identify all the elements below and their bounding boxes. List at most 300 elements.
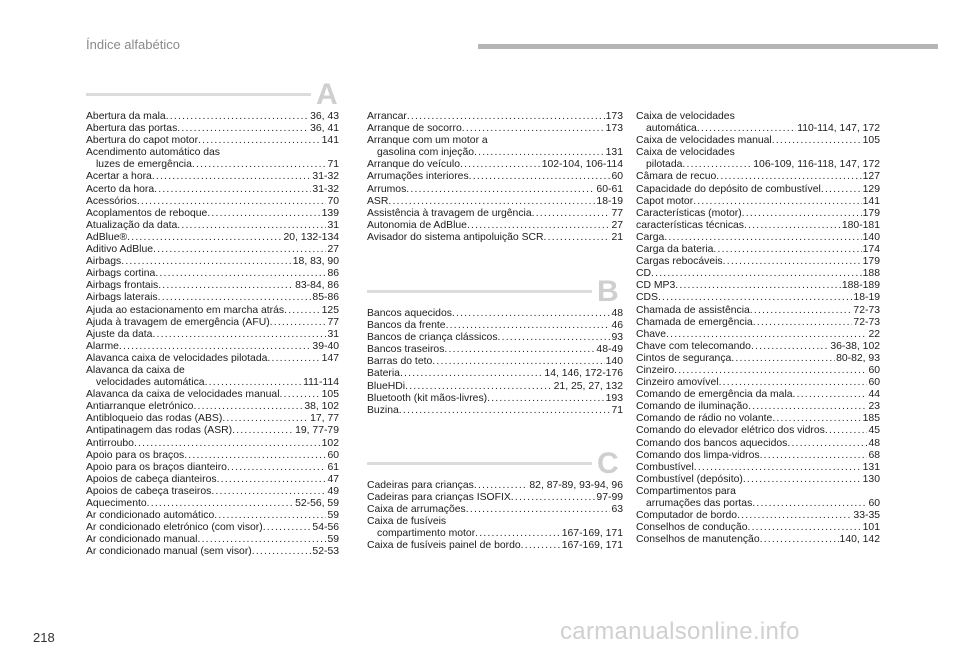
entry-pages: 48 [868, 437, 880, 449]
entry-term: Comando dos bancos aquecidos [636, 437, 788, 449]
index-entry [86, 401, 339, 413]
entry-pages: 31 [327, 219, 339, 231]
entry-pages: 47 [327, 473, 339, 485]
entry-pages: 48 [611, 308, 623, 319]
entry-term: Cadeiras para crianças ISOFIX [367, 492, 511, 504]
entry-term: Arranque de socorro [367, 123, 462, 135]
entry-term: Airbags [86, 256, 122, 268]
entry-term: Bancos traseiros [367, 344, 445, 356]
page-number: 218 [33, 630, 55, 645]
entry-term: Bancos de criança clássicos [367, 332, 498, 344]
section-letter: C [597, 447, 619, 480]
dot-leader [284, 305, 321, 317]
entry-term: Conselhos de manutenção [636, 534, 760, 546]
entry-term: Apoios de cabeça traseiros [86, 485, 212, 497]
index-entry [636, 292, 880, 304]
entry-pages: 125 [321, 304, 339, 316]
entry-term: Antirroubo [86, 437, 134, 449]
entry-term: Antibloqueio das rodas (ABS) [86, 413, 223, 425]
index-entry [367, 232, 623, 244]
entry-term: Acessórios [86, 195, 137, 207]
index-entry [367, 492, 623, 504]
entry-pages: 21, 25, 27, 132 [553, 380, 623, 392]
entry-pages: 140 [605, 356, 623, 368]
index-entry [636, 208, 880, 220]
dot-leader [280, 389, 321, 401]
index-entry [86, 534, 339, 546]
index-entry [367, 208, 623, 220]
entry-pages: 173 [605, 123, 623, 135]
entry-pages: 167-169, 171 [561, 528, 623, 540]
header-rule [478, 44, 938, 49]
entry-pages: 101 [862, 522, 880, 534]
dot-leader [399, 405, 611, 417]
index-entry [636, 171, 880, 183]
dot-leader [193, 401, 303, 413]
dot-leader [697, 123, 796, 135]
entry-pages: 33-35 [853, 510, 880, 522]
dot-leader [731, 353, 835, 365]
dot-leader [753, 317, 853, 329]
dot-leader [719, 377, 868, 389]
index-entry [636, 123, 880, 135]
index-entry [86, 256, 339, 268]
entry-term: Abertura das portas [86, 123, 178, 135]
dot-leader [666, 329, 867, 341]
entry-pages: 179 [862, 256, 880, 268]
index-entry [367, 111, 623, 123]
entry-pages: 36, 41 [310, 123, 339, 135]
entry-term: Chave [636, 328, 667, 340]
index-entry [636, 268, 880, 280]
index-entry [86, 123, 339, 135]
dot-leader [658, 292, 852, 304]
dot-leader [222, 413, 309, 425]
entry-pages: 59 [327, 534, 339, 546]
entry-term: Arrancar [367, 111, 407, 122]
entry-term: Ar condicionado manual [86, 534, 198, 546]
entry-pages: 54-56 [312, 522, 339, 534]
index-entry [367, 480, 623, 492]
entry-pages: 61 [327, 461, 339, 473]
entry-pages: 141 [321, 135, 339, 147]
dot-leader [467, 220, 610, 232]
dot-leader [119, 341, 312, 353]
entry-term: Capacidade do depósito de combustível [636, 183, 821, 195]
entry-term: Aquecimento [86, 498, 147, 509]
entry-pages: 60-61 [596, 183, 623, 195]
index-entry [86, 522, 339, 534]
index-entry [636, 438, 880, 450]
dot-leader [469, 171, 611, 183]
index-entry [86, 486, 339, 498]
entry-term: Arrumos [367, 183, 407, 195]
entry-term: luzes de emergência [96, 159, 192, 171]
entry-pages: 131 [605, 147, 623, 159]
entry-term: Acoplamentos de reboque [86, 207, 208, 219]
index-entry [636, 462, 880, 474]
index-entry [86, 425, 339, 437]
index-entry [636, 353, 880, 365]
entry-term: compartimento motor [377, 528, 476, 540]
entry-term: CD MP3 [636, 280, 676, 292]
index-entry [636, 232, 880, 244]
index-column-2-a [367, 111, 623, 244]
entry-pages: 102-104, 106-114 [541, 159, 623, 171]
entry-term: Alavanca caixa de velocidades pilotada [86, 352, 268, 364]
entry-pages: 71 [327, 159, 339, 171]
entry-pages: 17, 77 [310, 413, 339, 425]
dot-leader [263, 522, 312, 534]
dot-leader [152, 171, 312, 183]
dot-leader [664, 232, 861, 244]
dot-leader [651, 268, 862, 280]
entry-term: características técnicas [636, 219, 744, 231]
dot-leader [511, 492, 596, 504]
dot-leader [793, 389, 868, 401]
index-entry [636, 305, 880, 317]
entry-term: Computador de bordo [636, 510, 738, 522]
entry-term: Cargas rebocáveis [636, 256, 723, 268]
entry-term: gasolina com injeção [377, 147, 475, 159]
index-entry [367, 159, 623, 171]
index-entry [636, 413, 880, 425]
entry-term: Airbags laterais [86, 292, 158, 304]
entry-term: Abertura da mala [86, 111, 166, 122]
entry-pages: 185 [862, 413, 880, 425]
dot-leader [675, 280, 841, 292]
entry-pages: 46 [611, 320, 623, 332]
entry-pages: 188-189 [841, 280, 880, 292]
entry-pages: 188 [862, 268, 880, 280]
entry-pages: 60 [868, 377, 880, 389]
entry-pages: 31-32 [312, 171, 339, 183]
index-entry [636, 486, 880, 498]
entry-pages: 72-73 [853, 316, 880, 328]
section-letter: A [316, 78, 338, 111]
entry-pages: 23 [868, 401, 880, 413]
index-entry [636, 510, 880, 522]
entry-term: Alavanca da caixa de velocidades manual [86, 389, 280, 401]
entry-pages: 140, 142 [839, 534, 880, 546]
dot-leader [452, 308, 611, 320]
entry-term: Câmara de recuo [636, 171, 717, 183]
dot-leader [750, 305, 853, 317]
entry-term: Alavanca da caixa de [86, 364, 185, 376]
entry-term: Arranque com um motor a [367, 135, 488, 147]
dot-leader [153, 244, 326, 256]
index-entry [86, 546, 339, 558]
index-entry [367, 540, 623, 552]
dot-leader [752, 498, 867, 510]
dot-leader [155, 268, 326, 280]
dot-leader [521, 540, 561, 552]
entry-term: Compartimentos para [636, 485, 736, 497]
dot-leader [400, 368, 543, 380]
entry-term: Comando de emergência da mala [636, 389, 793, 401]
index-entry [367, 196, 623, 208]
entry-pages: 27 [327, 244, 339, 256]
entry-term: Airbags frontais [86, 280, 159, 292]
index-entry [86, 147, 339, 159]
entry-pages: 27 [611, 219, 623, 231]
entry-pages: 85-86 [312, 292, 339, 304]
index-column-1 [86, 111, 339, 558]
index-entry [86, 474, 339, 486]
index-entry [636, 474, 880, 486]
dot-leader [787, 438, 867, 450]
entry-term: Aditivo AdBlue [86, 244, 154, 256]
index-entry [86, 135, 339, 147]
dot-leader [197, 534, 326, 546]
index-entry [367, 184, 623, 196]
dot-leader [487, 393, 605, 405]
entry-pages: 70 [327, 195, 339, 207]
dot-leader [158, 292, 312, 304]
index-entry [636, 498, 880, 510]
entry-pages: 131 [862, 461, 880, 473]
index-entry [367, 368, 623, 380]
dot-leader [252, 546, 312, 558]
entry-term: Combustível [636, 461, 694, 473]
entry-pages: 147 [321, 352, 339, 364]
dot-leader [217, 474, 327, 486]
dot-leader [154, 184, 311, 196]
dot-leader [432, 356, 604, 368]
dot-leader [713, 244, 861, 256]
entry-pages: 68 [868, 449, 880, 461]
section-rule [367, 462, 592, 465]
index-entry [86, 377, 339, 389]
dot-leader [474, 480, 529, 492]
entry-term: Airbags cortina [86, 268, 156, 280]
entry-pages: 18, 83, 90 [292, 256, 339, 268]
entry-term: Abertura do capot motor [86, 135, 199, 147]
index-entry [636, 280, 880, 292]
index-entry [86, 171, 339, 183]
dot-leader [152, 329, 326, 341]
entry-term: Conselhos de condução [636, 522, 748, 534]
entry-pages: 14, 146, 172-176 [544, 368, 623, 380]
dot-leader [772, 135, 862, 147]
entry-pages: 36, 43 [310, 111, 339, 122]
index-entry [636, 220, 880, 232]
index-entry [367, 308, 623, 320]
entry-term: ASR [367, 195, 389, 207]
entry-pages: 19, 77-79 [295, 425, 339, 437]
entry-pages: 102 [321, 437, 339, 449]
index-entry [367, 504, 623, 516]
dot-leader [267, 353, 320, 365]
entry-pages: 45 [868, 425, 880, 437]
entry-term: Atualização da data [86, 219, 178, 231]
entry-term: Comando de rádio no volante [636, 413, 773, 425]
entry-term: Ajuste da data [86, 328, 153, 340]
dot-leader [460, 159, 541, 171]
index-entry [636, 365, 880, 377]
entry-term: Chamada de emergência [636, 316, 753, 328]
dot-leader [232, 425, 294, 437]
entry-term: pilotada [646, 159, 683, 171]
entry-pages: 127 [862, 171, 880, 183]
entry-pages: 105 [321, 389, 339, 401]
entry-pages: 72-73 [853, 304, 880, 316]
index-entry [367, 171, 623, 183]
entry-pages: 18-19 [596, 195, 623, 207]
entry-pages: 141 [862, 195, 880, 207]
entry-pages: 173 [605, 111, 623, 122]
entry-term: Cadeiras para crianças [367, 480, 474, 491]
section-letter: B [597, 275, 619, 308]
entry-pages: 60 [611, 171, 623, 183]
dot-leader [211, 486, 326, 498]
entry-pages: 82, 87-89, 93-94, 96 [529, 480, 623, 491]
dot-leader [198, 135, 321, 147]
dot-leader [462, 123, 605, 135]
dot-leader [121, 256, 292, 268]
index-entry [367, 123, 623, 135]
dot-leader [748, 401, 867, 413]
entry-term: Acendimento automático das [86, 147, 221, 159]
entry-pages: 97-99 [596, 492, 623, 504]
index-entry [636, 401, 880, 413]
entry-term: automática [646, 123, 697, 135]
entry-pages: 130 [862, 473, 880, 485]
index-entry [367, 356, 623, 368]
entry-pages: 106-109, 116-118, 147, 172 [753, 159, 880, 171]
entry-pages: 60 [327, 449, 339, 461]
entry-term: Buzina [367, 404, 399, 416]
entry-pages: 49 [327, 485, 339, 497]
index-entry [367, 320, 623, 332]
index-entry [636, 256, 880, 268]
entry-term: arrumações das portas [646, 498, 753, 509]
entry-pages: 38, 102 [304, 401, 339, 413]
entry-term: Arrumações interiores [367, 171, 469, 183]
index-entry [367, 528, 623, 540]
dot-leader [137, 196, 327, 208]
index-entry [636, 317, 880, 329]
watermark: carmanualsonline.info [560, 618, 800, 645]
entry-term: Apoio para os braços dianteiro [86, 461, 227, 473]
entry-pages: 80-82, 93 [836, 352, 880, 364]
entry-term: Caixa de velocidades [636, 147, 735, 159]
entry-pages: 52-56, 59 [295, 498, 339, 509]
entry-term: Caixa de fusíveis [367, 516, 447, 528]
dot-leader [760, 534, 839, 546]
dot-leader [723, 256, 862, 268]
entry-pages: 20, 132-134 [283, 231, 339, 243]
entry-pages: 31 [327, 328, 339, 340]
dot-leader [184, 450, 326, 462]
dot-leader [405, 381, 553, 393]
dot-leader [134, 438, 321, 450]
dot-leader [214, 510, 326, 522]
entry-term: Carga da bateria [636, 244, 714, 256]
entry-term: Avisador do sistema antipoluição SCR [367, 231, 544, 243]
entry-term: CD [636, 268, 652, 280]
dot-leader [674, 365, 867, 377]
index-entry [367, 344, 623, 356]
entry-pages: 93 [611, 332, 623, 344]
dot-leader [737, 510, 852, 522]
index-entry [86, 341, 339, 353]
entry-pages: 77 [327, 316, 339, 328]
index-entry [636, 389, 880, 401]
entry-term: Cinzeiro amovível [636, 377, 719, 389]
index-entry [636, 159, 880, 171]
index-entry [86, 329, 339, 341]
dot-leader [825, 425, 868, 437]
entry-pages: 60 [868, 364, 880, 376]
index-entry [636, 196, 880, 208]
entry-term: Antipatinagem das rodas (ASR) [86, 425, 233, 437]
entry-term: Chave com telecomando [636, 340, 751, 352]
entry-term: Caixa de arrumações [367, 504, 466, 516]
index-entry [636, 147, 880, 159]
index-entry [86, 220, 339, 232]
index-entry [86, 450, 339, 462]
dot-leader [532, 208, 611, 220]
index-entry [86, 438, 339, 450]
dot-leader [177, 123, 309, 135]
dot-leader [772, 413, 861, 425]
entry-term: Comando dos limpa-vidros [636, 449, 760, 461]
index-entry [86, 317, 339, 329]
entry-pages: 60 [868, 498, 880, 509]
page-title: Índice alfabético [86, 37, 180, 52]
index-entry [367, 147, 623, 159]
index-entry [86, 184, 339, 196]
entry-term: Combustível (depósito) [636, 473, 743, 485]
index-entry [636, 135, 880, 147]
index-entry [367, 393, 623, 405]
entry-term: Capot motor [636, 195, 694, 207]
index-entry [636, 341, 880, 353]
entry-pages: 86 [327, 268, 339, 280]
entry-term: BlueHDi [367, 380, 406, 392]
index-column-3 [636, 111, 880, 546]
index-entry [86, 510, 339, 522]
dot-leader [682, 159, 752, 171]
entry-term: Comando de iluminação [636, 401, 749, 413]
index-entry [367, 332, 623, 344]
index-entry [636, 244, 880, 256]
entry-term: Bancos aquecidos [367, 308, 452, 319]
dot-leader [446, 320, 611, 332]
entry-pages: 105 [862, 135, 880, 147]
index-column-2-b [367, 308, 623, 417]
entry-pages: 174 [862, 244, 880, 256]
index-entry [86, 305, 339, 317]
dot-leader [466, 504, 611, 516]
entry-term: Caixa de fusíveis painel de bordo [367, 540, 521, 552]
index-entry [636, 450, 880, 462]
entry-term: CDS [636, 292, 658, 304]
section-rule [367, 290, 592, 293]
entry-pages: 83-84, 86 [295, 280, 339, 292]
index-entry [86, 413, 339, 425]
index-entry [367, 220, 623, 232]
dot-leader [388, 196, 595, 208]
index-entry [86, 196, 339, 208]
index-entry [636, 111, 880, 123]
entry-pages: 22 [868, 328, 880, 340]
dot-leader [760, 450, 868, 462]
entry-pages: 129 [862, 183, 880, 195]
dot-leader [407, 111, 605, 123]
index-entry [86, 159, 339, 171]
